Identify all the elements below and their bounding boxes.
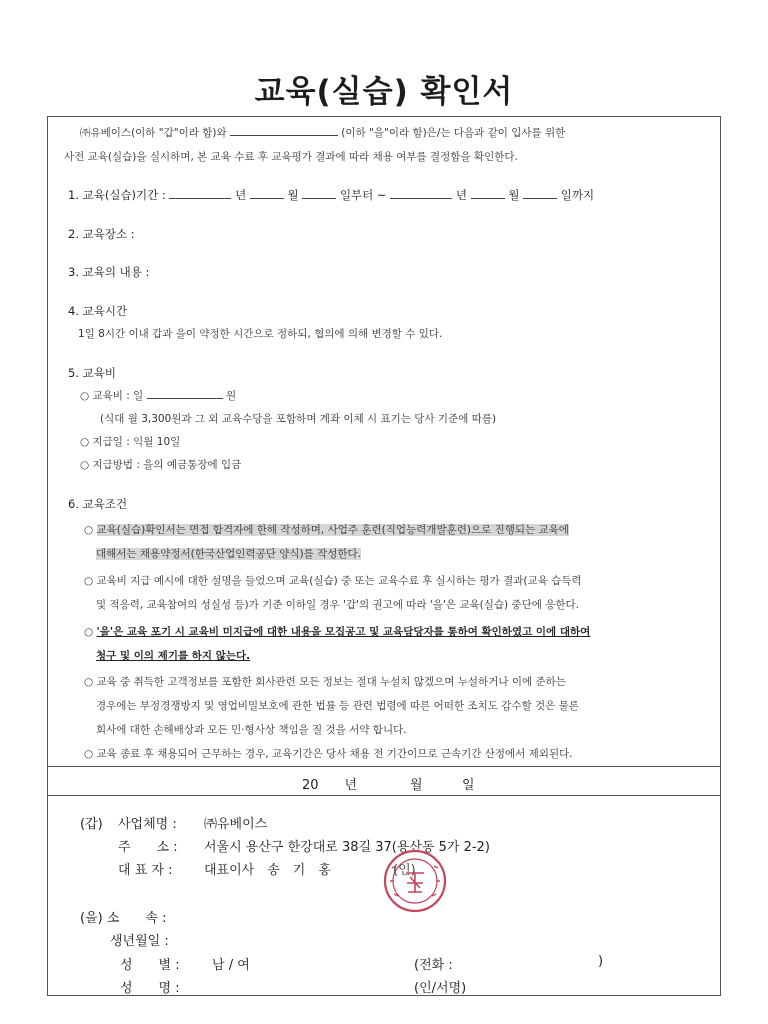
- condition-bullet: ○: [84, 524, 97, 536]
- condition-1-line-1: [84, 522, 569, 537]
- section-5-heading: 5. 교육비: [68, 366, 116, 380]
- section-3-content: 3. 교육의 내용 :: [68, 265, 150, 279]
- end-month-unit: 월: [508, 188, 520, 202]
- end-year-blank[interactable]: [390, 188, 452, 199]
- company-name-value: ㈜유베이스: [204, 817, 268, 832]
- section-4-heading: 4. 교육시간: [68, 304, 128, 318]
- payment-method-line: ○ 지급방법 : 을의 예금통장에 입금: [80, 459, 242, 471]
- seal-mark: (인): [393, 863, 416, 878]
- condition-2-line-1: ○ 교육비 지급 예시에 대한 설명을 들었으며 교육(실습) 중 또는 교육수료 후 실시하는 평가 결과(교육 습득력: [84, 575, 582, 587]
- affiliation-label[interactable]: (을) 소 속 :: [80, 911, 167, 926]
- date-year[interactable]: 20 년: [302, 778, 358, 793]
- signature-label[interactable]: (인/서명): [414, 981, 467, 996]
- party-a-prefix: (갑): [80, 817, 103, 832]
- start-month-unit: 월: [287, 188, 299, 202]
- birthdate-label[interactable]: 생년월일 :: [110, 934, 169, 949]
- condition-bullet: ○: [84, 626, 97, 638]
- condition-5: ○ 교육 종료 후 채용되어 근무하는 경우, 교육기간은 당사 채용 전 기간이므로 근속기간 산정에서 제외된다.: [84, 748, 573, 760]
- condition-1-line-2: [96, 546, 361, 561]
- condition-4-line-1: ○ 교육 중 취득한 고객정보를 포함한 회사관련 모든 정보는 절대 누설치 않겠으며 누설하거나 이에 준하는: [84, 676, 566, 688]
- condition-3-underlined-1: '을'은 교육 포기 시 교육비 미지급에 대한 내용을 모집공고 및 교육담당자를 통하여 확인하였고 이에 대하여: [96, 626, 591, 638]
- name-label[interactable]: 성 명 :: [120, 981, 180, 996]
- start-year-blank[interactable]: [169, 188, 231, 199]
- date-day[interactable]: 일: [462, 778, 475, 793]
- address-label: 주 소 :: [118, 840, 178, 855]
- phone-label[interactable]: (전화 :: [414, 958, 453, 973]
- start-year-unit: 년: [235, 188, 247, 202]
- end-year-unit: 년: [455, 188, 467, 202]
- address-value: 서울시 용산구 한강대로 38길 37(용산동 5가 2-2): [204, 840, 490, 855]
- condition-1-highlight-2: 대해서는 채용약정서(한국산업인력공단 양식)를 작성한다.: [96, 548, 361, 560]
- gender-options[interactable]: 남 / 여: [212, 958, 250, 973]
- section-6-heading: 6. 교육조건: [68, 497, 128, 511]
- start-day-unit: 일부터 ~: [339, 188, 387, 202]
- fee-line: [80, 388, 236, 403]
- condition-1-highlight-1: 교육(실습)확인서는 면접 합격자에 한해 작성하며, 사업주 훈련(직업능력개발훈련)으로 진행되는 교육에: [96, 524, 569, 536]
- start-month-blank[interactable]: [250, 188, 284, 199]
- condition-3-line-1: [84, 624, 590, 639]
- fee-label: ○ 교육비 : 일: [80, 390, 144, 402]
- date-row-top-divider: [47, 766, 721, 767]
- payday-line: ○ 지급일 : 익월 10일: [80, 436, 181, 448]
- date-month[interactable]: 월: [410, 778, 423, 793]
- section-2-location: 2. 교육장소 :: [68, 227, 135, 241]
- gender-label: 성 별 :: [120, 958, 180, 973]
- party-b-name-blank[interactable]: [230, 125, 338, 136]
- section-4-text: 1일 8시간 이내 갑과 을이 약정한 시간으로 정하되, 협의에 의해 변경할 수 있다.: [78, 328, 443, 340]
- section-1-period: [68, 187, 594, 203]
- condition-4-line-3: 회사에 대한 손해배상과 모든 민·형사상 책임을 질 것을 서약 합니다.: [96, 724, 407, 736]
- end-month-blank[interactable]: [471, 188, 505, 199]
- start-day-blank[interactable]: [302, 188, 336, 199]
- representative-value: 대표이사 송 기 홍: [204, 863, 331, 878]
- end-day-unit: 일까지: [560, 188, 595, 202]
- fee-amount-blank[interactable]: [147, 388, 223, 399]
- company-seal-icon: [382, 848, 448, 914]
- intro-rest: (이하 "을"이라 함)은/는 다음과 같이 입사를 위한: [341, 127, 566, 139]
- condition-3-underlined-2: 청구 및 이의 제기를 하지 않는다.: [96, 650, 251, 662]
- phone-close: ): [598, 954, 604, 969]
- page-title: 교육(실습) 확인서: [254, 74, 514, 110]
- intro-line-2: 사전 교육(실습)을 실시하며, 본 교육 수료 후 교육평가 결과에 따라 채용 여부를 결정함을 확인한다.: [64, 151, 518, 163]
- representative-label: 대 표 자 :: [118, 863, 173, 878]
- fee-note: (식대 월 3,300원과 그 외 교육수당을 포함하며 계좌 이체 시 표기는 당사 기준에 따름): [100, 413, 497, 425]
- condition-4-line-2: 경우에는 부정경쟁방지 및 영업비밀보호에 관한 법률 등 관련 법령에 따른 어떠한 조치도 감수할 것은 물론: [96, 700, 579, 712]
- date-row-bottom-divider: [47, 795, 721, 796]
- section-1-label: 1. 교육(실습)기간 :: [68, 188, 166, 202]
- intro-company: ㈜유베이스(이하 "갑"이라 함)와: [80, 127, 227, 139]
- condition-2-line-2: 및 적응력, 교육참여의 성실성 등)가 기준 이하일 경우 '갑'의 권고에 따라 '을'은 교육(실습) 중단에 응한다.: [96, 599, 579, 611]
- company-name-label: 사업체명 :: [118, 817, 177, 832]
- end-day-blank[interactable]: [523, 188, 557, 199]
- intro-line-1: [80, 125, 565, 140]
- fee-unit: 원: [225, 390, 237, 402]
- condition-3-line-2: [96, 648, 250, 663]
